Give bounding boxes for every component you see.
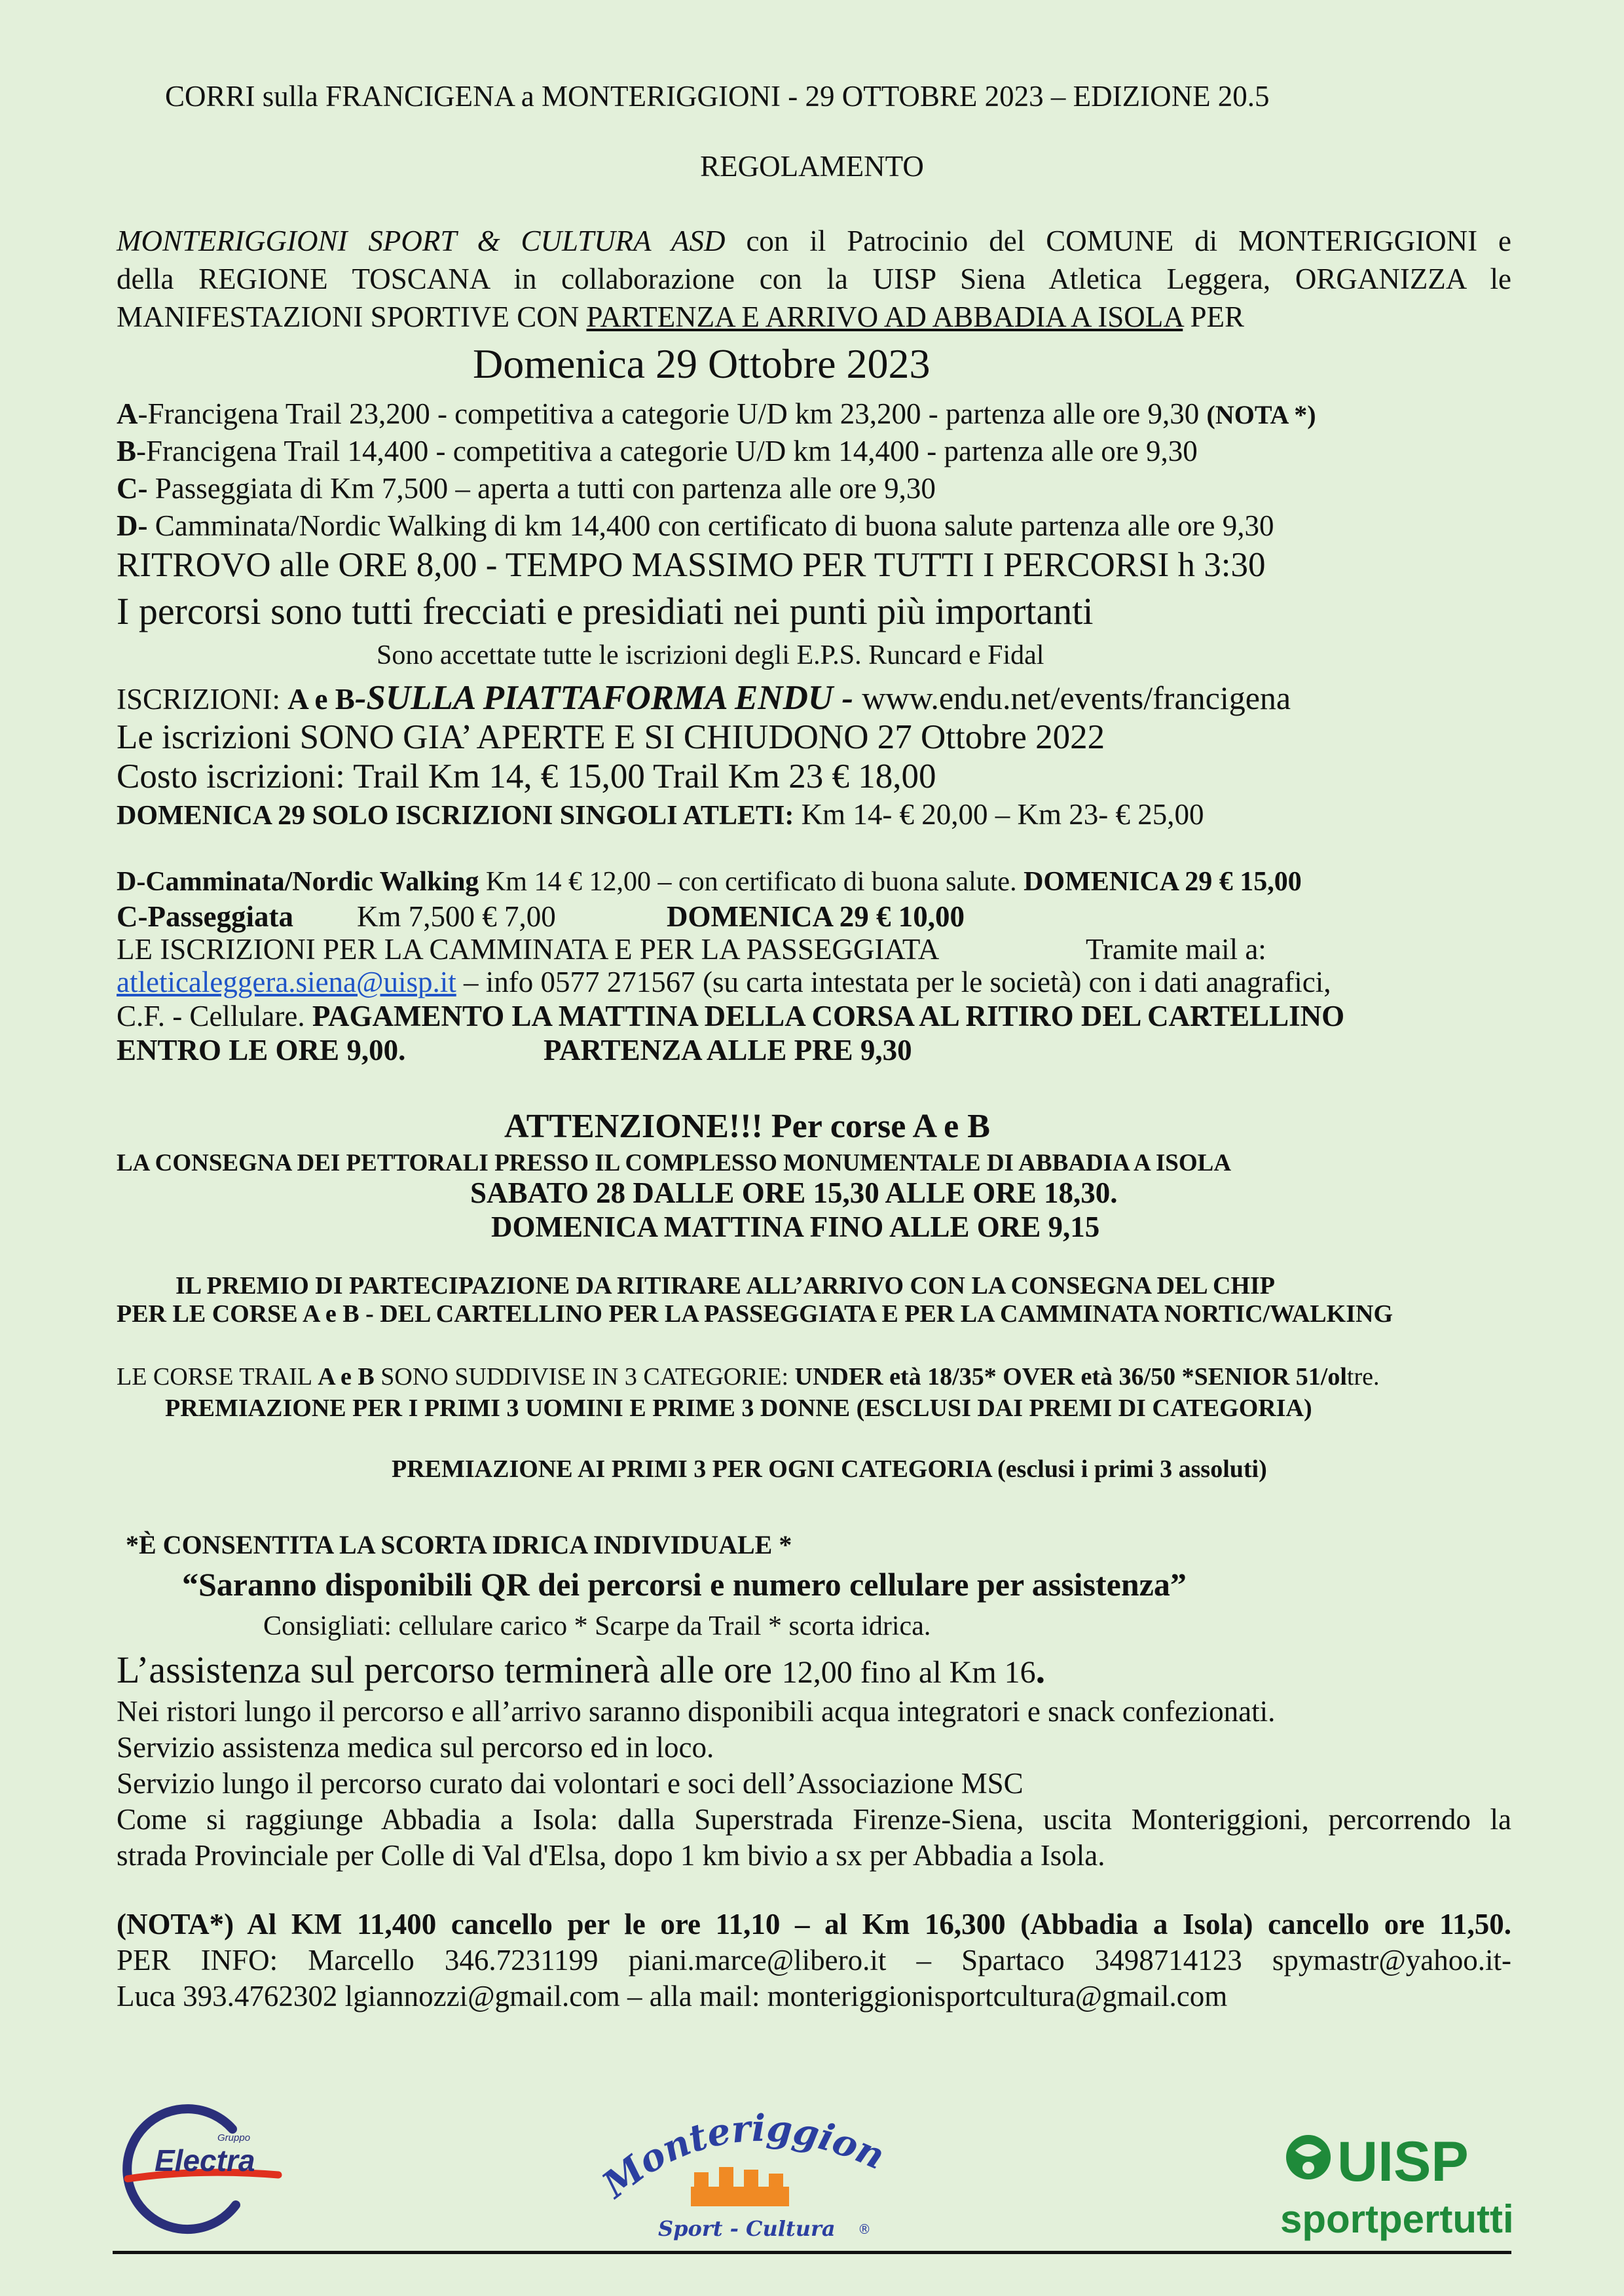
uisp-text: UISP	[1337, 2130, 1469, 2193]
bib-collection-sunday: DOMENICA MATTINA FINO ALLE ORE 9,15	[491, 1211, 1100, 1243]
qr-availability-note: “Saranno disponibili QR dei percorsi e numero cellulare per assistenza”	[182, 1566, 1187, 1603]
footer-divider	[113, 2251, 1511, 2254]
payment-text: C.F. - Cellulare.	[117, 1000, 312, 1032]
registration-url[interactable]: www.endu.net/events/francigena	[862, 680, 1291, 716]
walk-d-price: Km 14 € 12,00 – con certificato di buona salute.	[479, 867, 1024, 897]
assistance-text: L’assistenza sul percorso terminerà alle ore	[117, 1649, 782, 1691]
walk-d-line	[117, 868, 1302, 896]
walk-c-sunday-price: DOMENICA 29 € 10,00	[667, 900, 965, 933]
event-date: Domenica 29 Ottobre 2023	[473, 340, 931, 387]
uisp-logo-icon	[1277, 2124, 1513, 2242]
attention-heading: ATTENZIONE!!! Per corse A e B	[504, 1108, 990, 1145]
walk-contact-line	[117, 968, 1331, 997]
refreshment-note: Nei ristori lungo il percorso e all’arrivo saranno disponibili acqua integratori e snack confezionati.	[117, 1695, 1276, 1728]
categories-ages: UNDER età 18/35* OVER età 36/50 *SENIOR 51/ol	[794, 1363, 1347, 1391]
race-letter: D-	[117, 509, 148, 542]
walk-registration-mail-label: Tramite mail a:	[1086, 933, 1266, 966]
assistance-period: .	[1035, 1649, 1046, 1691]
walk-d-sunday-price: DOMENICA 29 € 15,00	[1024, 867, 1302, 897]
uisp-logo	[1277, 2124, 1513, 2242]
intro-text: PER	[1183, 301, 1245, 333]
directions-line-2: strada Provinciale per Colle di Val d'Elsa, dopo 1 km bivio a sx per Abbadia a Isola.	[117, 1839, 1105, 1872]
payment-line	[117, 1002, 1344, 1031]
registration-races: A e B	[287, 683, 355, 716]
monteriggioni-sport-cultura-logo	[596, 2088, 891, 2246]
walk-c-price: Km 7,500 € 7,00	[357, 900, 556, 933]
regulation-heading: REGOLAMENTO	[700, 150, 924, 183]
registration-label: ISCRIZIONI:	[117, 683, 288, 716]
contact-info-line-1: PER INFO: Marcello 346.7231199 piani.marce@libero.it – Spartaco 3498714123 spymastr@yahoo.it-	[117, 1944, 1511, 1977]
bib-collection-line: LA CONSEGNA DEI PETTORALI PRESSO IL COMPLESSO MONUMENTALE DI ABBADIA A ISOLA	[117, 1150, 1232, 1176]
race-description: -Francigena Trail 14,400 - competitiva a categorie U/D km 14,400 - partenza alle ore 9,30	[136, 435, 1198, 467]
course-marking-note: I percorsi sono tutti frecciati e presidiati nei punti più importanti	[117, 590, 1094, 632]
intro-line-2: della REGIONE TOSCANA in collaborazione con la UISP Siena Atletica Leggera, ORGANIZZA le	[117, 263, 1511, 295]
cutoff-note: (NOTA*) Al KM 11,400 cancello per le ore 11,10 – al Km 16,300 (Abbadia a Isola) cancello ore 11,50.	[117, 1908, 1511, 1941]
intro-line-1	[117, 227, 1511, 256]
monteriggioni-textpath: Monteriggion	[596, 2106, 891, 2207]
overall-awards: PREMIAZIONE PER I PRIMI 3 UOMINI E PRIME 3 DONNE (ESCLUSI DAI PREMI DI CATEGORIA)	[165, 1394, 1312, 1422]
intro-text: MANIFESTAZIONI SPORTIVE CON	[117, 301, 587, 333]
electra-text: Electra	[155, 2143, 255, 2178]
monteriggioni-logo-icon	[596, 2088, 891, 2246]
race-note: (NOTA *)	[1206, 400, 1316, 429]
equipment-advice: Consigliati: cellulare carico * Scarpe da Trail * scorta idrica.	[263, 1611, 931, 1641]
walk-contact-text: – info 0577 271567 (su carta intestata per le società) con i dati anagrafici,	[456, 966, 1331, 998]
sunday-registration-prices: Km 14- € 20,00 – Km 23- € 25,00	[794, 798, 1204, 831]
directions-line-1: Come si raggiunge Abbadia a Isola: dalla Superstrada Firenze-Siena, uscita Monteriggioni, percorrendo la	[117, 1803, 1511, 1836]
meeting-time: RITROVO alle ORE 8,00 - TEMPO MASSIMO PER TUTTI I PERCORSI h 3:30	[117, 546, 1266, 584]
registration-deadline: Le iscrizioni SONO GIA’ APERTE E SI CHIUDONO 27 Ottobre 2022	[117, 718, 1105, 756]
walk-d-label: D-Camminata/Nordic Walking	[117, 867, 479, 897]
start-finish-location: PARTENZA E ARRIVO AD ABBADIA A ISOLA	[586, 301, 1183, 333]
categories-text: SONO SUDDIVISE IN 3 CATEGORIE:	[374, 1363, 795, 1391]
race-a	[117, 399, 1316, 429]
accepted-entries-note: Sono accettate tutte le iscrizioni degli E.P.S. Runcard e Fidal	[377, 640, 1044, 670]
race-letter: A	[117, 397, 138, 430]
volunteer-service-note: Servizio lungo il percorso curato dai volontari e soci dell’Associazione MSC	[117, 1767, 1024, 1800]
bib-collection-saturday: SABATO 28 DALLE ORE 15,30 ALLE ORE 18,30.	[470, 1176, 1118, 1209]
race-d	[117, 511, 1274, 541]
registered-mark: ®	[858, 2221, 871, 2237]
race-description: Camminata/Nordic Walking di km 14,400 con certificato di buona salute partenza alle ore 9,30	[147, 509, 1274, 542]
race-c	[117, 474, 936, 503]
electra-logo-icon	[118, 2095, 288, 2239]
categories-text: LE CORSE TRAIL	[117, 1363, 318, 1391]
water-supply-note: *È CONSENTITA LA SCORTA IDRICA INDIVIDUALE *	[126, 1530, 792, 1559]
walk-c-label: C-Passeggiata	[117, 900, 293, 933]
organizer-name: MONTERIGGIONI SPORT & CULTURA ASD	[117, 225, 726, 257]
electra-logo	[118, 2095, 288, 2239]
walk-registration-line: LE ISCRIZIONI PER LA CAMMINATA E PER LA PASSEGGIATA	[117, 933, 940, 966]
registration-cost: Costo iscrizioni: Trail Km 14, € 15,00 Trail Km 23 € 18,00	[117, 757, 936, 795]
sport-cultura-text: Sport - Cultura	[658, 2216, 836, 2241]
intro-line-3	[117, 302, 1244, 332]
categories-text: tre.	[1346, 1363, 1380, 1391]
participation-prize-line-1: IL PREMIO DI PARTECIPAZIONE DA RITIRARE ALL’ARRIVO CON LA CONSEGNA DEL CHIP	[175, 1272, 1275, 1300]
assistance-time: 12,00 fino al Km 16	[781, 1655, 1036, 1690]
sportpertutti-text: sportpertutti	[1280, 2197, 1513, 2241]
race-description: Passeggiata di Km 7,500 – aperta a tutti con partenza alle ore 9,30	[147, 472, 936, 505]
categories-races: A e B	[318, 1363, 375, 1391]
start-time-notice: PARTENZA ALLE PRE 9,30	[544, 1034, 912, 1066]
castle-walls-icon	[691, 2167, 789, 2206]
participation-prize-line-2: PER LE CORSE A e B - DEL CARTELLINO PER LA PASSEGGIATA E PER LA CAMMINATA NORTIC/WALKING	[117, 1300, 1393, 1328]
race-description: -Francigena Trail 23,200 - competitiva a categorie U/D km 23,200 - partenza alle ore 9,30	[138, 397, 1207, 430]
race-letter: C-	[117, 472, 148, 505]
medical-service-note: Servizio assistenza medica sul percorso ed in loco.	[117, 1731, 714, 1764]
assistance-end-time	[117, 1651, 1045, 1689]
intro-text: con il Patrocinio del COMUNE di MONTERIGGIONI e	[725, 225, 1511, 257]
registration-email-link[interactable]: atleticaleggera.siena@uisp.it	[117, 966, 456, 998]
registration-platform: -SULLA PIATTAFORMA ENDU -	[354, 679, 862, 717]
sunday-registration	[117, 800, 1204, 829]
contact-info-line-2: Luca 393.4762302 lgiannozzi@gmail.com – alla mail: monteriggionisportcultura@gmail.com	[117, 1980, 1228, 2013]
payment-deadline: ENTRO LE ORE 9,00.	[117, 1034, 406, 1066]
payment-notice: PAGAMENTO LA MATTINA DELLA CORSA AL RITIRO DEL CARTELLINO	[312, 1000, 1345, 1032]
document-title: CORRI sulla FRANCIGENA a MONTERIGGIONI - 29 OTTOBRE 2023 – EDIZIONE 20.5	[165, 80, 1270, 113]
category-awards: PREMIAZIONE AI PRIMI 3 PER OGNI CATEGORIA (esclusi i primi 3 assoluti)	[392, 1455, 1267, 1483]
categories-line	[117, 1364, 1380, 1389]
sunday-registration-label: DOMENICA 29 SOLO ISCRIZIONI SINGOLI ATLETI:	[117, 801, 794, 831]
race-b	[117, 437, 1198, 466]
race-letter: B	[117, 435, 137, 467]
registration-line	[117, 681, 1291, 716]
electra-group-text: Gruppo	[217, 2132, 251, 2143]
